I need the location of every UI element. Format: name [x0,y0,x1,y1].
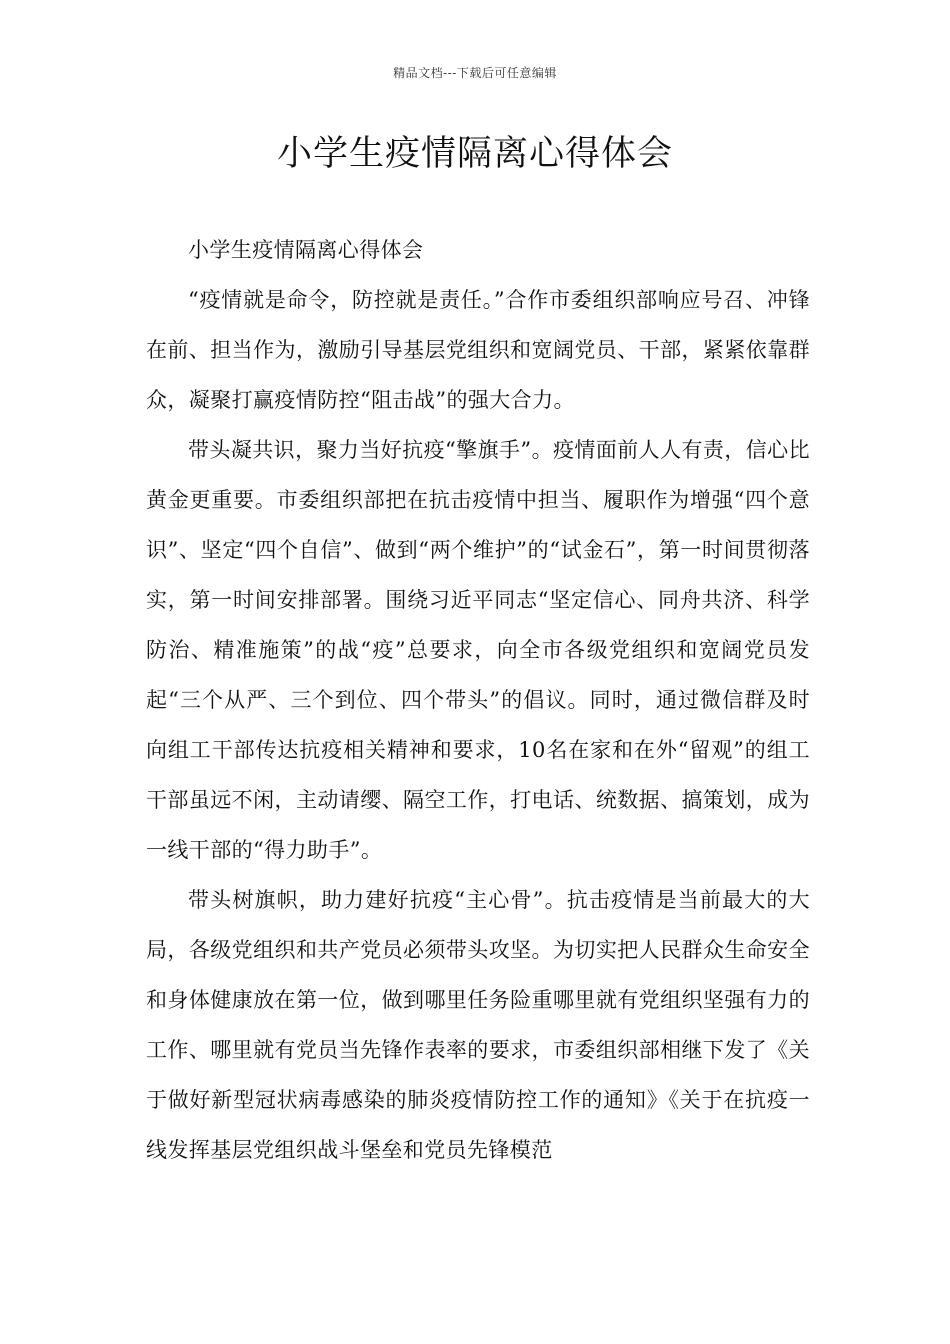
body-paragraph: 带头树旗帜，助力建好抗疫“主心骨”。抗击疫情是当前最大的大局，各级党组织和共产党员必须带头攻坚。为切实把人民群众生命安全和身体健康放在第一位，做到哪里任务险重哪里就有党组织坚强有力的工作、哪里就有党员当先锋作表率的要求，市委组织部相继下发了《关于做好新型冠状病毒感染的肺炎疫情防控工作的通知》《关于在抗疫一线发挥基层党组织战斗堡垒和党员先锋模范 [146,888,810,1162]
document-body [146,225,810,1175]
header-note: 精品文档---下载后可任意编辑 [393,66,557,80]
body-paragraph: 带头凝共识，聚力当好抗疫“擎旗手”。疫情面前人人有责，信心比黄金更重要。市委组织部把在抗击疫情中担当、履职作为增强“四个意识”、坚定“四个自信”、做到“两个维护”的“试金石”，第一时间贯彻落实，第一时间安排部署。围绕习近平同志“坚定信心、同舟共济、科学防治、精准施策”的战“疫”总要求，向全市各级党组织和宽阔党员发起“三个从严、三个到位、四个带头”的倡议。同时，通过微信群及时向组工干部传达抗疫相关精神和要求，10名在家和在外“留观”的组工干部虽远不闲，主动请缨、隔空工作，打电话、统数据、搞策划，成为一线干部的“得力助手”。 [146,438,810,862]
body-paragraph: “疫情就是命令，防控就是责任。”合作市委组织部响应号召、冲锋在前、担当作为，激励引导基层党组织和宽阔党员、干部，紧紧依靠群众，凝聚打赢疫情防控“阻击战”的强大合力。 [146,288,810,412]
body-paragraph-subtitle: 小学生疫情隔离心得体会 [188,238,424,262]
document-title: 小学生疫情隔离心得体会 [276,134,673,174]
